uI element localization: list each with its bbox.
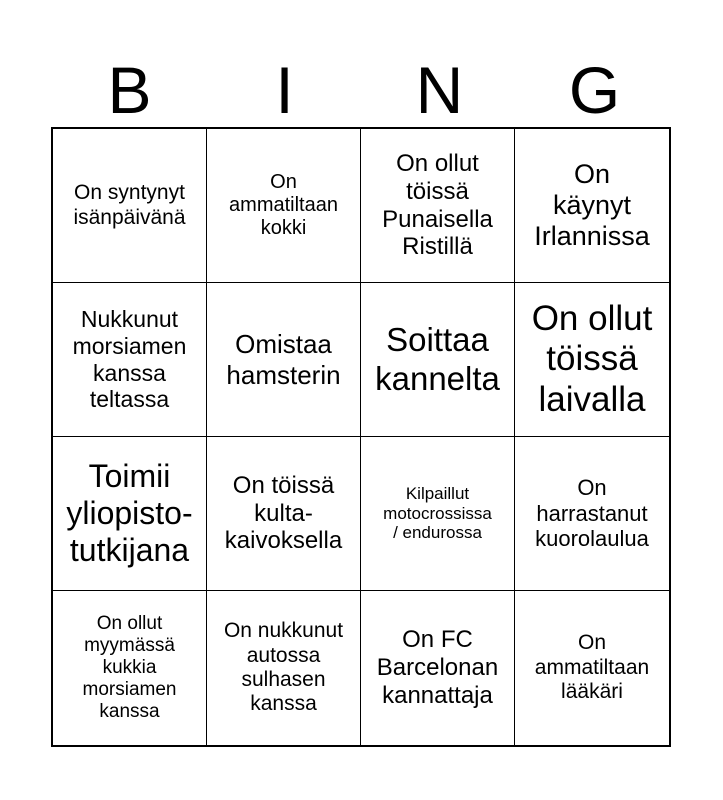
bingo-cell[interactable] [53, 129, 207, 283]
cell-text: On syntynyt isänpäivänä [73, 181, 186, 229]
cell-text: On ammatiltaan kokki [229, 170, 338, 240]
cell-text: Omistaa hamsterin [226, 329, 341, 390]
header-letter-i: I [275, 53, 294, 127]
bingo-cell[interactable] [53, 283, 207, 437]
bingo-cell[interactable] [361, 283, 515, 437]
cell-text: On töissä kulta- kaivoksella [224, 471, 343, 555]
bingo-cell[interactable] [207, 129, 361, 283]
bingo-cell[interactable] [515, 437, 669, 591]
cell-text: Nukkunut morsiamen kanssa teltassa [72, 306, 187, 413]
bingo-grid [51, 127, 671, 747]
cell-text: On käynyt Irlannissa [534, 158, 650, 252]
cell-text: On nukkunut autossa sulhasen kanssa [223, 619, 344, 716]
header-letter-n: N [415, 53, 464, 127]
header-letter-g: G [568, 53, 621, 127]
cell-text: On ollut töissä laivalla [531, 298, 653, 419]
cell-text: Kilpaillut motocrossissa / endurossa [383, 483, 492, 543]
bingo-cell[interactable] [361, 591, 515, 745]
bingo-cell[interactable] [207, 591, 361, 745]
bingo-cell[interactable] [515, 591, 669, 745]
header-letter-b: B [107, 53, 152, 127]
cell-text: On ollut myymässä kukkia morsiamen kanssa [82, 612, 177, 723]
cell-text: On FC Barcelonan kannattaja [376, 626, 499, 709]
bingo-cell[interactable] [361, 129, 515, 283]
bingo-cell[interactable] [207, 437, 361, 591]
cell-text: On ollut töissä Punaisella Ristillä [382, 149, 493, 261]
cell-text: Soittaa kannelta [375, 321, 500, 397]
bingo-cell[interactable] [207, 283, 361, 437]
bingo-cell[interactable] [361, 437, 515, 591]
cell-text: Toimii yliopisto- tutkijana [66, 457, 193, 569]
cell-text: On ammatiltaan lääkäri [534, 631, 650, 704]
bingo-cell[interactable] [515, 129, 669, 283]
bingo-header [52, 52, 672, 128]
bingo-cell[interactable] [53, 437, 207, 591]
bingo-cell[interactable] [515, 283, 669, 437]
cell-text: On harrastanut kuorolaulua [535, 475, 649, 552]
bingo-cell[interactable] [53, 591, 207, 745]
